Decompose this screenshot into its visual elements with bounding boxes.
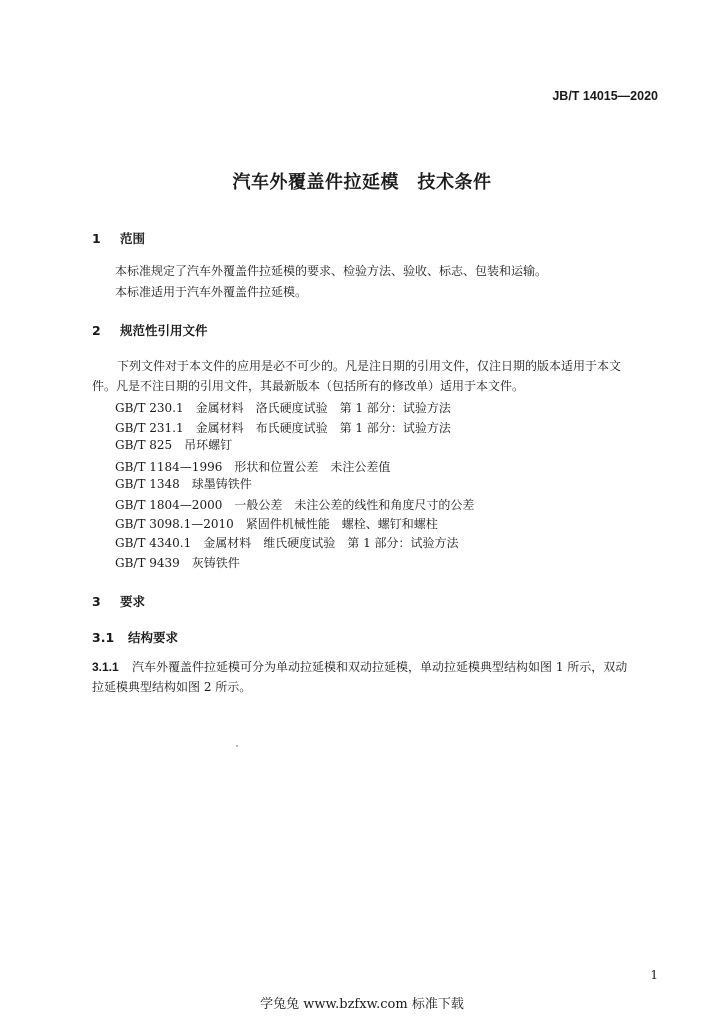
scan-speck — [236, 745, 238, 747]
reference-item: GB/T 230.1 金属材料 洛氏硬度试验 第 1 部分：试验方法 — [115, 401, 451, 415]
reference-item: GB/T 1348 球墨铸铁件 — [115, 477, 252, 491]
subsection-3-1-heading — [92, 628, 178, 646]
document-title: 汽车外覆盖件拉延模 技术条件 — [232, 172, 492, 193]
section-title: 规范性引用文件 — [120, 323, 208, 338]
reference-item: GB/T 1804—2000 一般公差 未注公差的线性和角度尺寸的公差 — [115, 498, 475, 512]
footer-watermark: 学兔兔 www.bzfxw.com 标准下载 — [260, 997, 464, 1012]
section-number: 1 — [92, 231, 101, 246]
section-number: 3 — [92, 594, 101, 609]
standard-code: JB/T 14015—2020 — [552, 89, 658, 103]
subsection-number: 3.1 — [92, 630, 115, 645]
reference-item: GB/T 1184—1996 形状和位置公差 未注公差值 — [115, 460, 391, 474]
clause-3-1-1 — [92, 658, 627, 677]
reference-item: GB/T 4340.1 金属材料 维氏硬度试验 第 1 部分：试验方法 — [115, 536, 459, 550]
section-2-heading — [92, 321, 208, 339]
reference-item: GB/T 231.1 金属材料 布氏硬度试验 第 1 部分：试验方法 — [115, 421, 451, 435]
section-title: 要求 — [120, 594, 146, 609]
section-3-heading — [92, 592, 145, 610]
clause-number: 3.1.1 — [92, 660, 119, 674]
paragraph: 本标准适用于汽车外覆盖件拉延模。 — [115, 285, 308, 299]
subsection-title: 结构要求 — [128, 630, 179, 645]
reference-item: GB/T 3098.1—2010 紧固件机械性能 螺栓、螺钉和螺柱 — [115, 517, 438, 531]
paragraph: 下列文件对于本文件的应用是必不可少的。凡是注日期的引用文件，仅注日期的版本适用于本文 — [117, 359, 622, 373]
paragraph: 本标准规定了汽车外覆盖件拉延模的要求、检验方法、验收、标志、包装和运输。 — [115, 264, 548, 278]
section-number: 2 — [92, 323, 101, 338]
reference-item: GB/T 825 吊环螺钉 — [115, 438, 233, 452]
section-title: 范围 — [120, 231, 146, 246]
paragraph: 件。凡是不注日期的引用文件，其最新版本（包括所有的修改单）适用于本文件。 — [92, 379, 525, 393]
clause-text-continuation: 拉延模典型结构如图 2 所示。 — [92, 680, 252, 694]
reference-item: GB/T 9439 灰铸铁件 — [115, 556, 240, 570]
page-number: 1 — [650, 968, 658, 982]
clause-text: 汽车外覆盖件拉延模可分为单动拉延模和双动拉延模，单动拉延模典型结构如图 1 所示，双动 — [132, 660, 628, 674]
section-1-heading — [92, 229, 145, 247]
